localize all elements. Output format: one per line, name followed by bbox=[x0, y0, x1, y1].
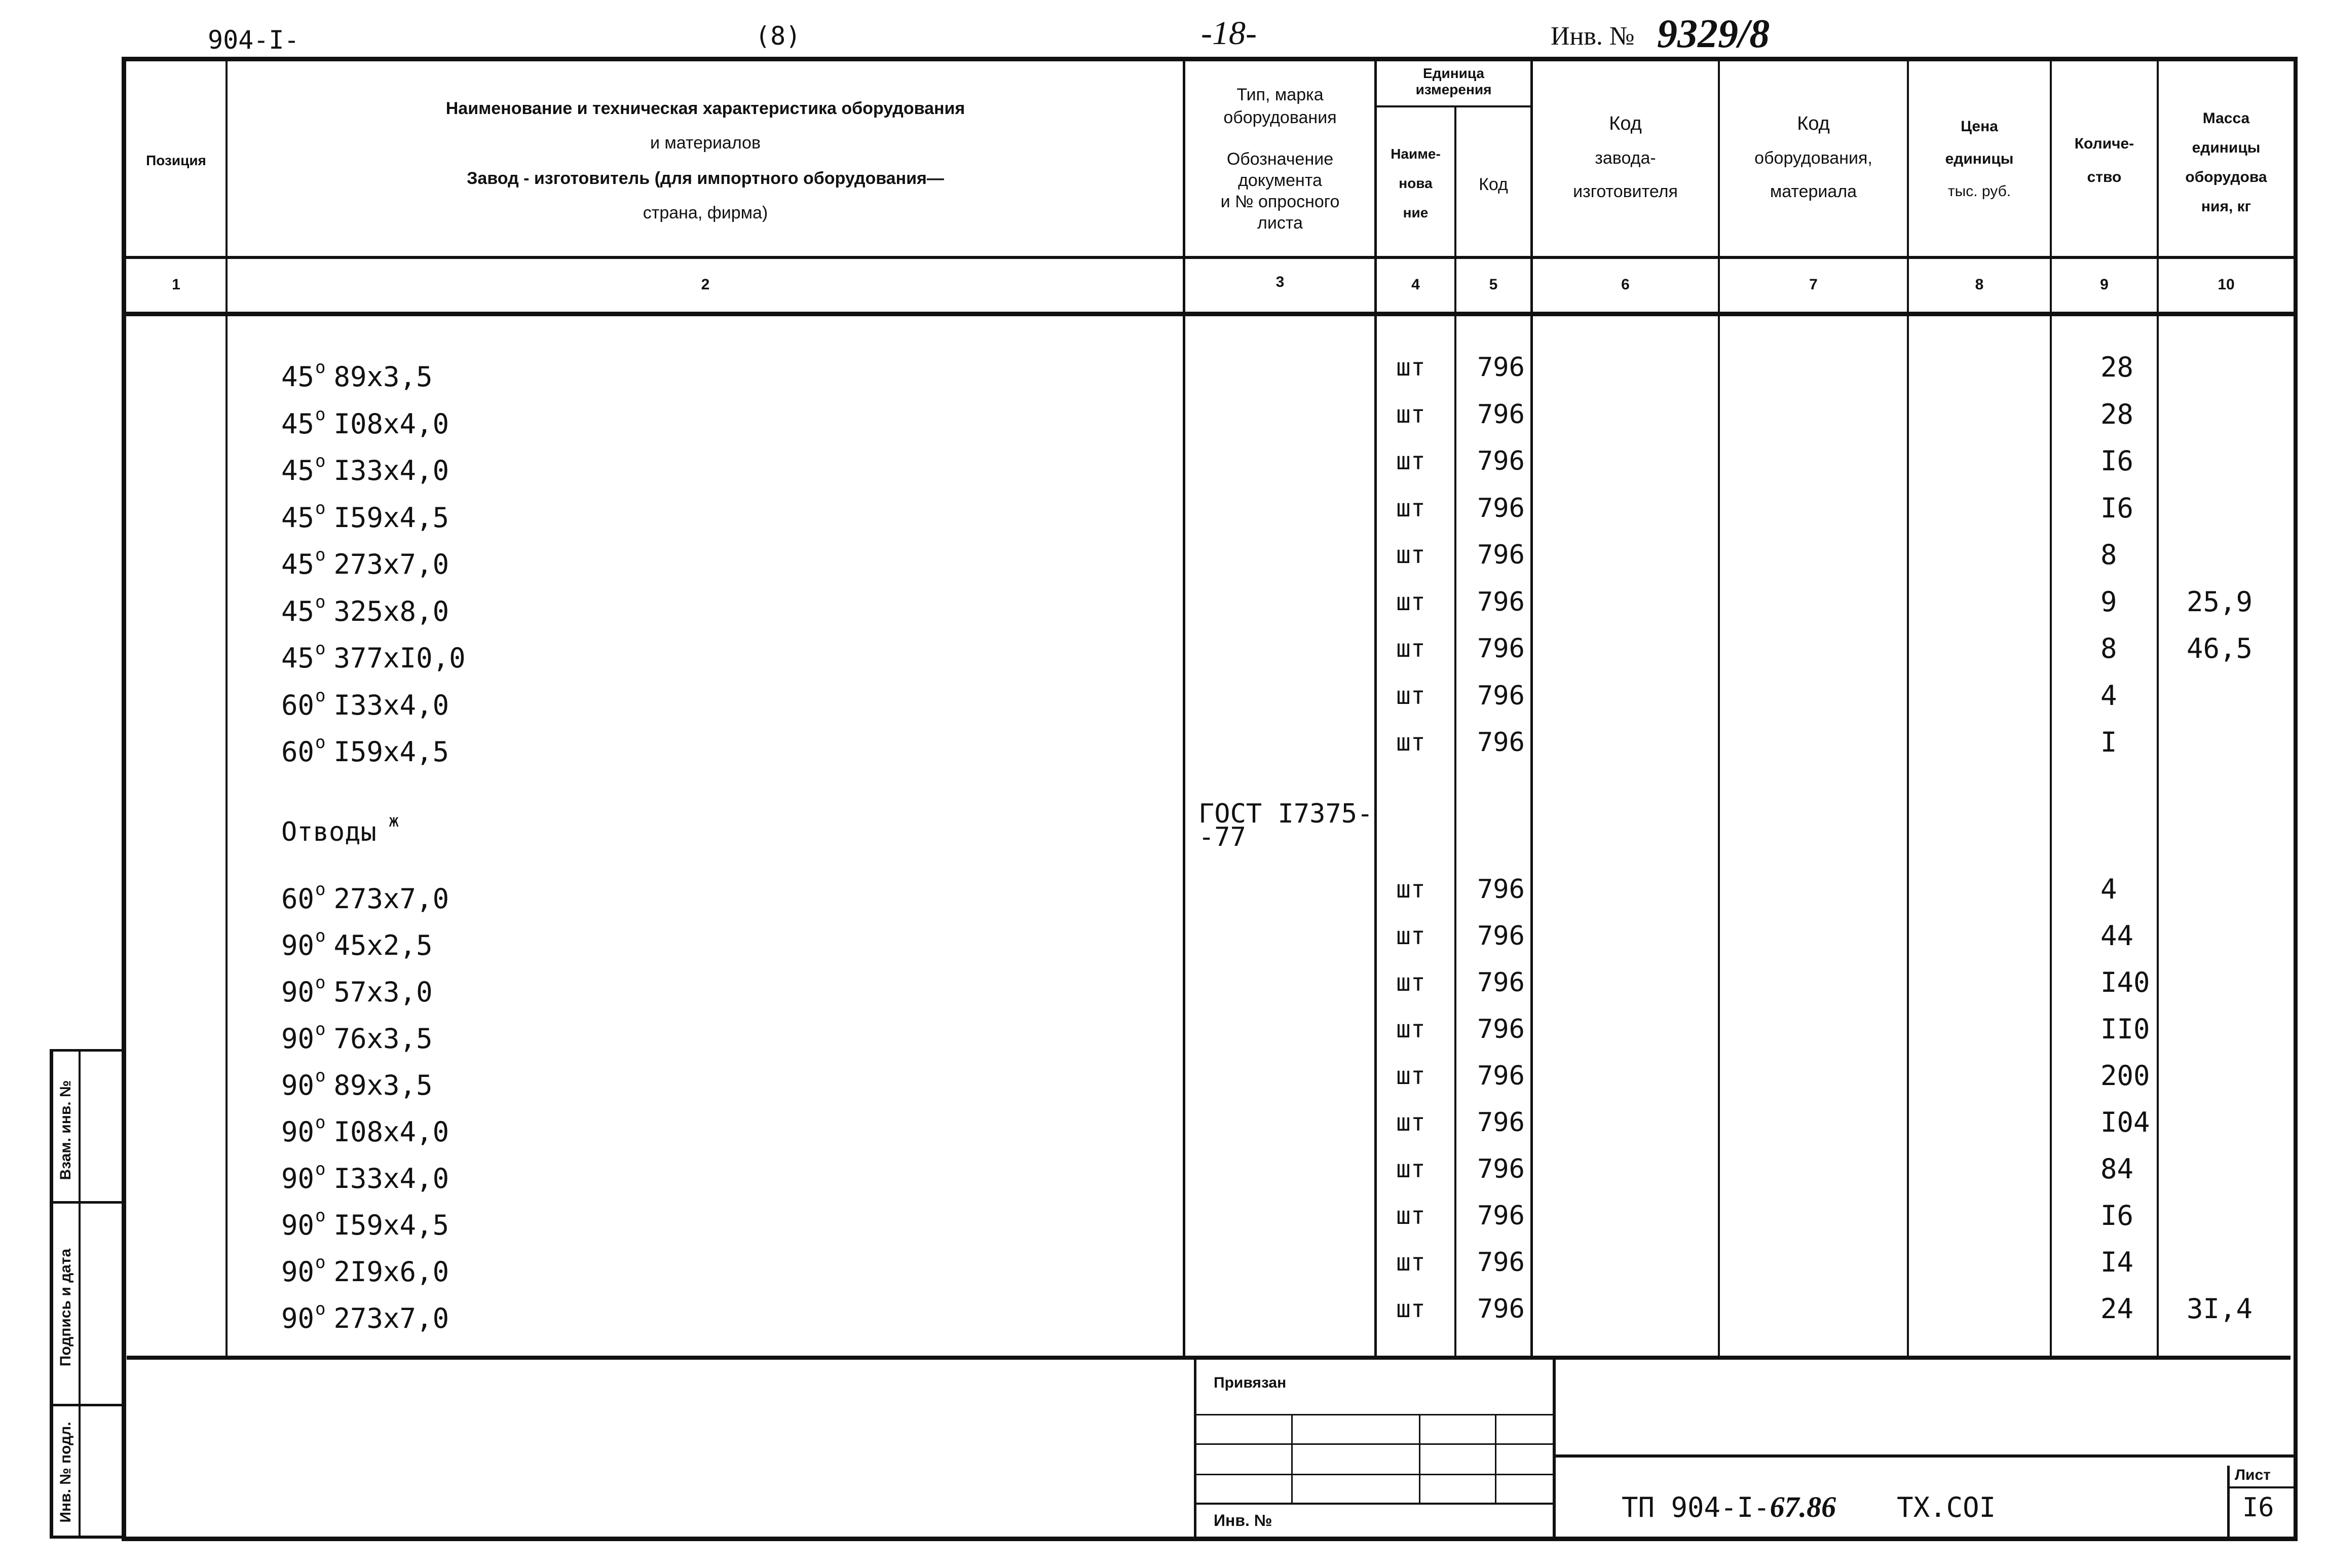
copy-mark: (8) bbox=[755, 21, 801, 51]
row-angle: 45 bbox=[281, 642, 315, 674]
header-price-line3: тыс. руб. bbox=[1947, 183, 2011, 200]
row-unit: шт bbox=[1396, 634, 1425, 663]
row-unit-code: 796 bbox=[1477, 446, 1525, 476]
row-angle: 90 bbox=[281, 1069, 315, 1101]
row-size: 76x3,5 bbox=[333, 1023, 433, 1055]
degree-mark: o bbox=[315, 639, 326, 659]
degree-mark: o bbox=[315, 451, 326, 471]
side-stamp-original-inv: Инв. № подл. bbox=[57, 1422, 74, 1523]
degree-mark: o bbox=[315, 685, 326, 706]
row-angle: 60 bbox=[281, 689, 315, 721]
row-angle: 90 bbox=[281, 1209, 315, 1241]
document-prefix: ТП 904-I- bbox=[1622, 1491, 1770, 1523]
row-size: 45x2,5 bbox=[333, 929, 433, 961]
row-unit: шт bbox=[1396, 875, 1425, 904]
side-stamp-signature-date: Подпись и дата bbox=[57, 1248, 74, 1367]
row-name bbox=[281, 967, 433, 1007]
row-angle: 90 bbox=[281, 1256, 315, 1288]
row-unit-code: 796 bbox=[1477, 1201, 1525, 1231]
row-unit: шт bbox=[1396, 968, 1425, 997]
degree-mark: o bbox=[315, 404, 326, 425]
row-unit: шт bbox=[1396, 353, 1425, 382]
row-angle: 90 bbox=[281, 1023, 315, 1055]
row-size: I33x4,0 bbox=[333, 689, 449, 721]
row-name bbox=[281, 1247, 449, 1287]
header-mass-line4: ния, кг bbox=[2201, 198, 2251, 215]
row-quantity: 84 bbox=[2100, 1153, 2134, 1185]
row-unit: шт bbox=[1396, 728, 1425, 757]
row-quantity: II0 bbox=[2100, 1013, 2150, 1045]
row-unit-code: 796 bbox=[1477, 1154, 1525, 1184]
row-name bbox=[281, 727, 449, 767]
row-unit-code: 796 bbox=[1477, 727, 1525, 758]
header-price-line2: единицы bbox=[1945, 151, 2014, 167]
row-name bbox=[281, 352, 433, 392]
degree-mark: o bbox=[315, 1066, 326, 1086]
degree-mark: o bbox=[315, 1019, 326, 1039]
row-unit: шт bbox=[1396, 922, 1425, 950]
column-number: 1 bbox=[172, 276, 180, 293]
row-name bbox=[281, 874, 449, 914]
header-type-line5: и № опросного bbox=[1220, 192, 1340, 211]
row-name bbox=[281, 540, 449, 580]
column-number: 7 bbox=[1809, 276, 1818, 293]
header-unit-group-line1: Единица bbox=[1423, 65, 1484, 81]
row-angle: 45 bbox=[281, 595, 315, 627]
row-angle: 90 bbox=[281, 1302, 315, 1334]
header-type-line1: Тип, марка bbox=[1236, 85, 1324, 104]
header-unit-name-line2: нова bbox=[1399, 175, 1433, 191]
degree-mark: o bbox=[315, 1206, 326, 1226]
degree-mark: o bbox=[315, 1252, 326, 1273]
row-quantity: I6 bbox=[2100, 445, 2134, 477]
row-quantity: 4 bbox=[2100, 679, 2117, 712]
header-unit-group-line2: измерения bbox=[1415, 82, 1492, 97]
row-quantity: 28 bbox=[2100, 351, 2134, 383]
row-quantity: 28 bbox=[2100, 398, 2134, 430]
row-size: 325x8,0 bbox=[333, 595, 449, 627]
row-unit-code: 796 bbox=[1477, 1294, 1525, 1324]
degree-mark: o bbox=[315, 973, 326, 993]
header-mass-line1: Масса bbox=[2202, 110, 2250, 127]
row-name bbox=[281, 587, 449, 627]
footer-inv-label: Инв. № bbox=[1214, 1511, 1272, 1529]
header-mass-line2: единицы bbox=[2192, 139, 2261, 156]
degree-mark: o bbox=[315, 1112, 326, 1133]
row-quantity: 44 bbox=[2100, 920, 2134, 952]
row-quantity: 4 bbox=[2100, 873, 2117, 905]
degree-mark: o bbox=[315, 879, 326, 900]
section-title bbox=[281, 806, 399, 847]
row-unit-code: 796 bbox=[1477, 633, 1525, 664]
document-designation bbox=[1622, 1490, 1996, 1524]
row-name bbox=[281, 1294, 449, 1334]
header-name-line2: и материалов bbox=[650, 133, 761, 153]
row-quantity: 9 bbox=[2100, 585, 2117, 618]
row-size: I08x4,0 bbox=[333, 407, 449, 440]
row-unit: шт bbox=[1396, 1015, 1425, 1043]
header-type-line3: Обозначение bbox=[1226, 150, 1334, 169]
degree-mark: o bbox=[315, 591, 326, 612]
header-mass-line3: оборудова bbox=[2185, 169, 2267, 185]
degree-mark: o bbox=[315, 1299, 326, 1319]
degree-mark: o bbox=[315, 498, 326, 518]
header-equip-code-line1: Код bbox=[1797, 113, 1830, 134]
sheet-label: Лист bbox=[2235, 1467, 2271, 1483]
row-mass: 3I,4 bbox=[2187, 1293, 2253, 1325]
row-size: I59x4,5 bbox=[333, 501, 449, 534]
sheet-number: I6 bbox=[2242, 1492, 2274, 1523]
row-angle: 90 bbox=[281, 976, 315, 1008]
row-angle: 45 bbox=[281, 501, 315, 534]
row-size: I59x4,5 bbox=[333, 1209, 449, 1241]
row-size: 89x3,5 bbox=[333, 1069, 433, 1101]
header-name-line3: Завод - изготовитель (для импортного оборудования— bbox=[467, 169, 944, 188]
row-unit-code: 796 bbox=[1477, 921, 1525, 951]
row-unit-code: 796 bbox=[1477, 874, 1525, 905]
inv-label: Инв. № bbox=[1551, 22, 1635, 51]
row-size: 89x3,5 bbox=[333, 361, 433, 393]
row-unit: шт bbox=[1396, 541, 1425, 569]
header-qty-line1: Количе- bbox=[2074, 135, 2134, 152]
row-unit: шт bbox=[1396, 1202, 1425, 1230]
row-size: I33x4,0 bbox=[333, 1163, 449, 1194]
row-name bbox=[281, 1061, 433, 1101]
row-name bbox=[281, 1014, 433, 1054]
section-note-mark: ж bbox=[388, 811, 399, 831]
row-size: 273x7,0 bbox=[333, 548, 449, 580]
header-name-line4: страна, фирма) bbox=[643, 203, 768, 222]
row-angle: 60 bbox=[281, 736, 315, 768]
row-angle: 60 bbox=[281, 883, 315, 915]
row-unit: шт bbox=[1396, 494, 1425, 522]
row-angle: 90 bbox=[281, 929, 315, 961]
row-angle: 45 bbox=[281, 548, 315, 580]
page-mark: -18- bbox=[1201, 15, 1257, 52]
row-quantity: 8 bbox=[2100, 539, 2117, 571]
degree-mark: o bbox=[315, 545, 326, 565]
column-number: 4 bbox=[1411, 276, 1420, 293]
header-plant-code-line1: Код bbox=[1609, 113, 1642, 134]
row-name bbox=[281, 633, 466, 674]
row-unit: шт bbox=[1396, 400, 1425, 429]
header-unit-name-line3: ние bbox=[1403, 205, 1429, 220]
row-size: I33x4,0 bbox=[333, 455, 449, 487]
section-doc-line1: ГОСТ I7375- bbox=[1198, 799, 1373, 829]
row-mass: 46,5 bbox=[2187, 632, 2253, 664]
row-quantity: I4 bbox=[2100, 1246, 2134, 1278]
row-size: 2I9x6,0 bbox=[333, 1256, 449, 1288]
column-number: 10 bbox=[2218, 276, 2235, 293]
header-type-line4: документа bbox=[1238, 171, 1322, 190]
row-name bbox=[281, 493, 449, 533]
row-unit-code: 796 bbox=[1477, 493, 1525, 524]
row-unit: шт bbox=[1396, 587, 1425, 616]
header-plant-code-line2: завода- bbox=[1595, 148, 1656, 168]
row-quantity: I6 bbox=[2100, 1200, 2134, 1231]
row-quantity: I bbox=[2100, 726, 2117, 758]
row-name bbox=[281, 1201, 449, 1241]
header-unit-code: Код bbox=[1479, 175, 1508, 194]
row-size: 273x7,0 bbox=[333, 883, 449, 915]
row-name bbox=[281, 921, 433, 961]
header-unit-name-line1: Наиме- bbox=[1391, 146, 1441, 162]
side-stamp-replaced-inv: Взам. инв. № bbox=[57, 1080, 74, 1180]
header-equip-code-line2: оборудования, bbox=[1754, 148, 1872, 168]
row-unit-code: 796 bbox=[1477, 680, 1525, 711]
document-suffix: ТХ.COI bbox=[1897, 1491, 1996, 1523]
row-unit-code: 796 bbox=[1477, 352, 1525, 383]
row-unit-code: 796 bbox=[1477, 540, 1525, 570]
row-angle: 90 bbox=[281, 1116, 315, 1148]
row-angle: 45 bbox=[281, 407, 315, 440]
row-quantity: I04 bbox=[2100, 1106, 2150, 1138]
row-size: 377xI0,0 bbox=[333, 642, 466, 674]
row-unit: шт bbox=[1396, 681, 1425, 710]
header-type-line2: оборудования bbox=[1223, 108, 1337, 127]
degree-mark: o bbox=[315, 732, 326, 753]
degree-mark: o bbox=[315, 926, 326, 946]
row-name bbox=[281, 399, 449, 439]
document-number: 67.86 bbox=[1770, 1490, 1836, 1523]
degree-mark: o bbox=[315, 357, 326, 378]
row-unit: шт bbox=[1396, 1108, 1425, 1137]
row-unit: шт bbox=[1396, 447, 1425, 475]
header-position: Позиция bbox=[146, 153, 206, 168]
header-plant-code-line3: изготовителя bbox=[1573, 182, 1678, 201]
row-angle: 45 bbox=[281, 361, 315, 393]
row-quantity: I6 bbox=[2100, 492, 2134, 524]
row-unit-code: 796 bbox=[1477, 1107, 1525, 1138]
row-name bbox=[281, 681, 449, 721]
row-mass: 25,9 bbox=[2187, 585, 2253, 618]
row-unit-code: 796 bbox=[1477, 586, 1525, 617]
row-unit-code: 796 bbox=[1477, 967, 1525, 998]
series-mark: 904-I- bbox=[208, 25, 299, 55]
column-number: 6 bbox=[1621, 276, 1630, 293]
column-number: 3 bbox=[1275, 274, 1285, 290]
row-name bbox=[281, 1154, 449, 1194]
inv-number: 9329/8 bbox=[1657, 12, 1770, 56]
row-angle: 90 bbox=[281, 1163, 315, 1194]
header-equip-code-line3: материала bbox=[1770, 182, 1857, 201]
header-type-line6: листа bbox=[1257, 213, 1303, 233]
row-unit-code: 796 bbox=[1477, 399, 1525, 430]
header-name-line1: Наименование и техническая характеристика оборудования bbox=[445, 99, 965, 118]
row-size: 57x3,0 bbox=[333, 976, 433, 1008]
row-unit: шт bbox=[1396, 1295, 1425, 1323]
degree-mark: o bbox=[315, 1159, 326, 1179]
section-doc-line2: -77 bbox=[1198, 822, 1246, 852]
row-name bbox=[281, 446, 449, 486]
row-unit-code: 796 bbox=[1477, 1247, 1525, 1278]
column-number: 2 bbox=[701, 276, 710, 293]
section-title-text: Отводы bbox=[281, 817, 377, 847]
row-quantity: I40 bbox=[2100, 966, 2150, 998]
row-size: I59x4,5 bbox=[333, 736, 449, 768]
row-unit: шт bbox=[1396, 1062, 1425, 1090]
row-quantity: 24 bbox=[2100, 1293, 2134, 1325]
row-quantity: 8 bbox=[2100, 632, 2117, 664]
header-price-line1: Цена bbox=[1961, 118, 1998, 135]
column-number: 5 bbox=[1489, 276, 1498, 293]
row-angle: 45 bbox=[281, 455, 315, 487]
privyazan-label: Привязан bbox=[1214, 1374, 1287, 1391]
row-name bbox=[281, 1107, 449, 1147]
row-size: 273x7,0 bbox=[333, 1302, 449, 1334]
row-quantity: 200 bbox=[2100, 1060, 2150, 1092]
header-qty-line2: ство bbox=[2087, 169, 2122, 185]
column-number: 9 bbox=[2100, 276, 2109, 293]
row-unit-code: 796 bbox=[1477, 1061, 1525, 1091]
row-unit: шт bbox=[1396, 1248, 1425, 1277]
row-size: I08x4,0 bbox=[333, 1116, 449, 1148]
column-number: 8 bbox=[1975, 276, 1984, 293]
row-unit-code: 796 bbox=[1477, 1014, 1525, 1044]
row-unit: шт bbox=[1396, 1155, 1425, 1183]
